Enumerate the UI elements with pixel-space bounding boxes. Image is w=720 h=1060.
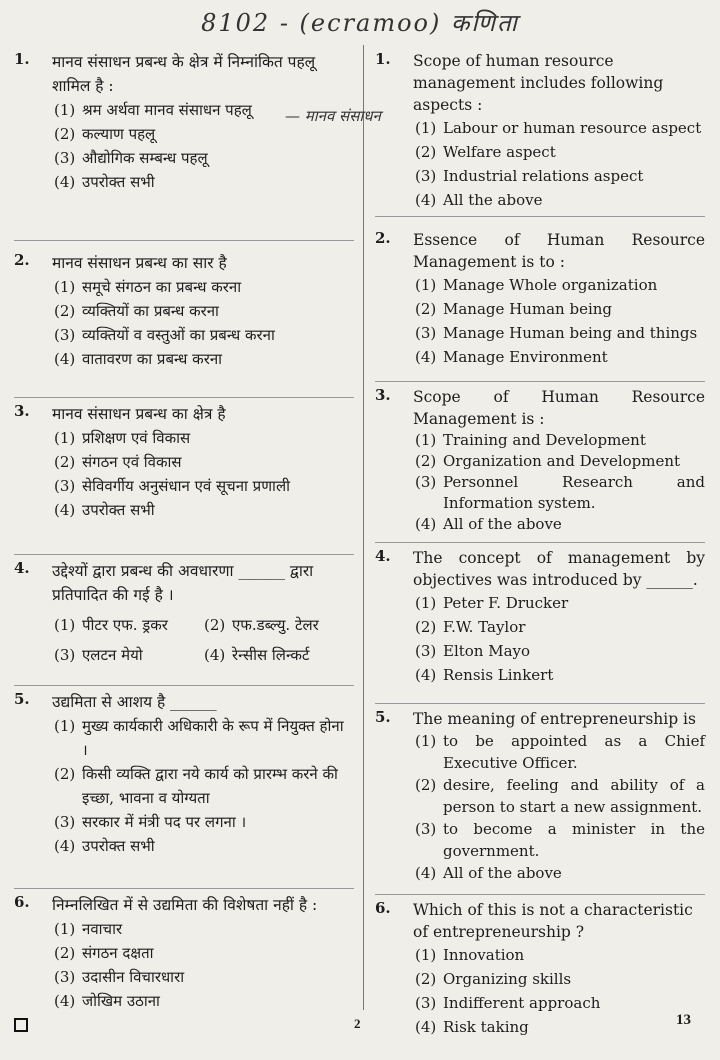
question-2-english <box>375 216 705 381</box>
option-text: F.W. Taylor <box>443 618 526 636</box>
square-mark-icon <box>14 1018 28 1032</box>
question-number: 2. <box>375 229 391 247</box>
option-label: (4) <box>204 646 226 664</box>
option-text: Welfare aspect <box>443 143 556 161</box>
header-handwriting: 8102 - (ecramoo) कणिता <box>201 8 519 37</box>
question-4-hindi <box>14 554 354 685</box>
page-number: 2 <box>354 1016 361 1031</box>
option-label: (4) <box>54 350 76 368</box>
option-3 <box>415 321 705 345</box>
page-footer <box>0 1012 720 1052</box>
option-text: संगठन दक्षता <box>82 944 154 962</box>
question-text: The meaning of entrepreneurship is <box>413 710 696 728</box>
margin-number: 13 <box>676 1012 691 1028</box>
option-label: (1) <box>415 732 437 750</box>
option-label: (4) <box>415 348 437 366</box>
option-label: (1) <box>415 276 437 294</box>
question-text: Which of this is not a characteristic of entrepreneurship ? <box>413 901 693 941</box>
option-label: (2) <box>54 765 76 783</box>
option-label: (2) <box>415 970 437 988</box>
option-text: to become a minister in the government. <box>443 820 705 860</box>
option-text: उपरोक्त सभी <box>82 173 155 191</box>
question-number: 1. <box>14 50 30 68</box>
question-text: मानव संसाधन प्रबन्ध के क्षेत्र में निम्नांकित पहलू शामिल है : <box>52 53 316 95</box>
option-label: (1) <box>54 717 76 735</box>
option-4 <box>415 345 705 369</box>
question-1-hindi <box>14 46 354 240</box>
option-text: Peter F. Drucker <box>443 594 569 612</box>
option-3 <box>54 323 354 347</box>
option-4 <box>415 188 705 212</box>
option-text: वातावरण का प्रबन्ध करना <box>82 350 223 368</box>
option-2 <box>54 941 354 965</box>
option-label: (3) <box>54 477 76 495</box>
option-label: (2) <box>415 618 437 636</box>
option-text: All of the above <box>443 864 562 882</box>
option-2 <box>204 613 354 637</box>
option-text: उदासीन विचारधारा <box>82 968 185 986</box>
option-label: (1) <box>54 101 76 119</box>
option-text: Training and Development <box>443 431 646 449</box>
option-label: (4) <box>415 515 437 533</box>
option-label: (4) <box>415 666 437 684</box>
option-1 <box>415 116 705 140</box>
option-label: (3) <box>415 473 437 491</box>
option-2 <box>415 774 705 818</box>
option-text: Personnel Research and Information system. <box>443 473 705 512</box>
option-row <box>54 643 354 667</box>
option-label: (3) <box>415 994 437 1012</box>
question-text: उद्यमिता से आशय है ______ <box>52 693 217 711</box>
option-text: पीटर एफ. ड्रकर <box>82 616 168 634</box>
option-text: उपरोक्त सभी <box>82 837 155 855</box>
option-2 <box>415 297 705 321</box>
option-1 <box>415 591 705 615</box>
option-text: Manage Human being and things <box>443 324 698 342</box>
option-4 <box>54 170 354 194</box>
option-text: सरकार में मंत्री पद पर लगना । <box>82 813 247 831</box>
option-label: (3) <box>415 167 437 185</box>
option-text: एफ.डब्ल्यु. टेलर <box>232 616 319 634</box>
option-label: (1) <box>415 119 437 137</box>
option-label: (1) <box>415 594 437 612</box>
option-label: (1) <box>415 946 437 964</box>
option-text: जोखिम उठाना <box>82 992 160 1010</box>
option-label: (2) <box>54 302 76 320</box>
option-text: Industrial relations aspect <box>443 167 644 185</box>
question-3-english <box>375 381 705 542</box>
option-4 <box>54 989 354 1013</box>
option-text: Indifferent approach <box>443 994 601 1012</box>
option-text: to be appointed as a Chief Executive Officer. <box>443 732 705 772</box>
option-text: desire, feeling and ability of a person to start a new assignment. <box>443 776 705 816</box>
option-label: (1) <box>415 431 437 449</box>
option-4 <box>415 663 705 687</box>
question-3-hindi <box>14 397 354 554</box>
option-text: Rensis Linkert <box>443 666 554 684</box>
question-number: 6. <box>14 893 30 911</box>
option-3 <box>54 643 204 667</box>
option-2 <box>415 967 705 991</box>
option-1 <box>54 917 354 941</box>
option-1 <box>415 943 705 967</box>
question-text: मानव संसाधन प्रबन्ध का सार है <box>52 254 227 272</box>
option-text: प्रशिक्षण एवं विकास <box>82 429 191 447</box>
option-label: (2) <box>54 125 76 143</box>
question-2-hindi <box>14 240 354 397</box>
option-text: Manage Environment <box>443 348 608 366</box>
option-3 <box>54 810 354 834</box>
option-4 <box>54 498 354 522</box>
question-number: 5. <box>14 690 30 708</box>
option-label: (3) <box>54 646 76 664</box>
question-number: 3. <box>14 402 30 420</box>
english-column <box>375 46 705 1039</box>
question-6-hindi <box>14 888 354 1029</box>
option-label: (4) <box>54 837 76 855</box>
option-label: (1) <box>54 616 76 634</box>
option-text: कल्याण पहलू <box>82 125 156 143</box>
option-text: All of the above <box>443 515 562 533</box>
option-4 <box>415 514 705 535</box>
option-label: (3) <box>54 149 76 167</box>
option-label: (4) <box>415 864 437 882</box>
question-number: 5. <box>375 708 391 726</box>
option-2 <box>54 762 354 810</box>
option-label: (4) <box>54 173 76 191</box>
option-label: (2) <box>54 453 76 471</box>
option-text: औद्योगिक सम्बन्ध पहलू <box>82 149 208 167</box>
option-2 <box>54 450 354 474</box>
question-number: 6. <box>375 899 391 917</box>
option-text: व्यक्तियों का प्रबन्ध करना <box>82 302 219 320</box>
option-text: रेन्सीस लिन्कर्ट <box>232 646 310 664</box>
option-2 <box>415 451 705 472</box>
question-5-english <box>375 703 705 894</box>
question-text: उद्देश्यों द्वारा प्रबन्ध की अवधारणा ______ द्वारा प्रतिपादित की गई है । <box>52 562 314 604</box>
option-label: (4) <box>415 1018 437 1036</box>
question-text: मानव संसाधन प्रबन्ध का क्षेत्र है <box>52 405 226 423</box>
option-1 <box>415 273 705 297</box>
option-label: (1) <box>54 429 76 447</box>
option-text: Organization and Development <box>443 452 681 470</box>
option-1 <box>415 430 705 451</box>
option-2 <box>415 615 705 639</box>
question-number: 4. <box>14 559 30 577</box>
option-label: (2) <box>415 300 437 318</box>
option-3 <box>54 146 354 170</box>
question-number: 2. <box>14 251 30 269</box>
option-4 <box>204 643 354 667</box>
option-label: (4) <box>54 992 76 1010</box>
handwritten-annotation: — मानव संसाधन <box>285 107 381 125</box>
option-2 <box>54 299 354 323</box>
option-label: (3) <box>54 813 76 831</box>
option-label: (2) <box>204 616 226 634</box>
option-label: (3) <box>415 820 437 838</box>
option-text: किसी व्यक्ति द्वारा नये कार्य को प्रारम्भ करने की इच्छा, भावना व योग्यता <box>82 765 338 807</box>
option-label: (3) <box>415 324 437 342</box>
option-2 <box>415 140 705 164</box>
question-4-english <box>375 542 705 703</box>
option-text: श्रम अर्थवा मानव संसाधन पहलू <box>82 101 252 119</box>
option-4 <box>415 862 705 884</box>
option-text: नवाचार <box>82 920 123 938</box>
option-text: Manage Human being <box>443 300 613 318</box>
option-1 <box>54 714 354 762</box>
question-number: 3. <box>375 386 391 404</box>
question-text: Scope of Human Resource Management is : <box>413 388 705 428</box>
option-label: (1) <box>54 920 76 938</box>
question-text: Scope of human resource management includes following aspects : <box>413 52 664 114</box>
option-row <box>54 613 354 637</box>
option-label: (2) <box>415 776 437 794</box>
option-label: (2) <box>415 452 437 470</box>
option-label: (3) <box>54 326 76 344</box>
column-divider <box>363 45 364 1010</box>
option-text: एलटन मेयो <box>82 646 143 664</box>
question-number: 1. <box>375 50 391 68</box>
option-label: (2) <box>415 143 437 161</box>
option-text: Elton Mayo <box>443 642 531 660</box>
question-1-english <box>375 46 705 216</box>
option-label: (4) <box>415 191 437 209</box>
option-3 <box>415 818 705 862</box>
option-3 <box>415 639 705 663</box>
option-text: समूचे संगठन का प्रबन्ध करना <box>82 278 242 296</box>
option-text: Risk taking <box>443 1018 529 1036</box>
option-text: All the above <box>443 191 543 209</box>
option-text: संगठन एवं विकास <box>82 453 182 471</box>
question-text: Essence of Human Resource Management is to : <box>413 231 705 271</box>
option-3 <box>54 474 354 498</box>
option-3 <box>54 965 354 989</box>
option-1 <box>54 613 204 637</box>
option-text: Organizing skills <box>443 970 572 988</box>
question-text: निम्नलिखित में से उद्यमिता की विशेषता नहीं है : <box>52 896 318 914</box>
option-1 <box>415 730 705 774</box>
option-label: (3) <box>415 642 437 660</box>
option-text: व्यक्तियों व वस्तुओं का प्रबन्ध करना <box>82 326 275 344</box>
option-text: Innovation <box>443 946 525 964</box>
option-label: (2) <box>54 944 76 962</box>
question-5-hindi <box>14 685 354 888</box>
option-1 <box>54 275 354 299</box>
option-text: सेविवर्गीय अनुसंधान एवं सूचना प्रणाली <box>82 477 290 495</box>
option-label: (4) <box>54 501 76 519</box>
option-label: (3) <box>54 968 76 986</box>
option-3 <box>415 472 705 514</box>
option-text: मुख्य कार्यकारी अधिकारी के रूप में नियुक्त होना । <box>82 717 344 759</box>
option-4 <box>54 347 354 371</box>
option-4 <box>54 834 354 858</box>
option-label: (1) <box>54 278 76 296</box>
option-text: उपरोक्त सभी <box>82 501 155 519</box>
option-text: Labour or human resource aspect <box>443 119 702 137</box>
question-text: The concept of management by objectives was introduced by ______. <box>413 549 705 589</box>
hindi-column <box>14 46 354 1029</box>
option-text: Manage Whole organization <box>443 276 658 294</box>
option-3 <box>415 164 705 188</box>
question-number: 4. <box>375 547 391 565</box>
option-1 <box>54 426 354 450</box>
